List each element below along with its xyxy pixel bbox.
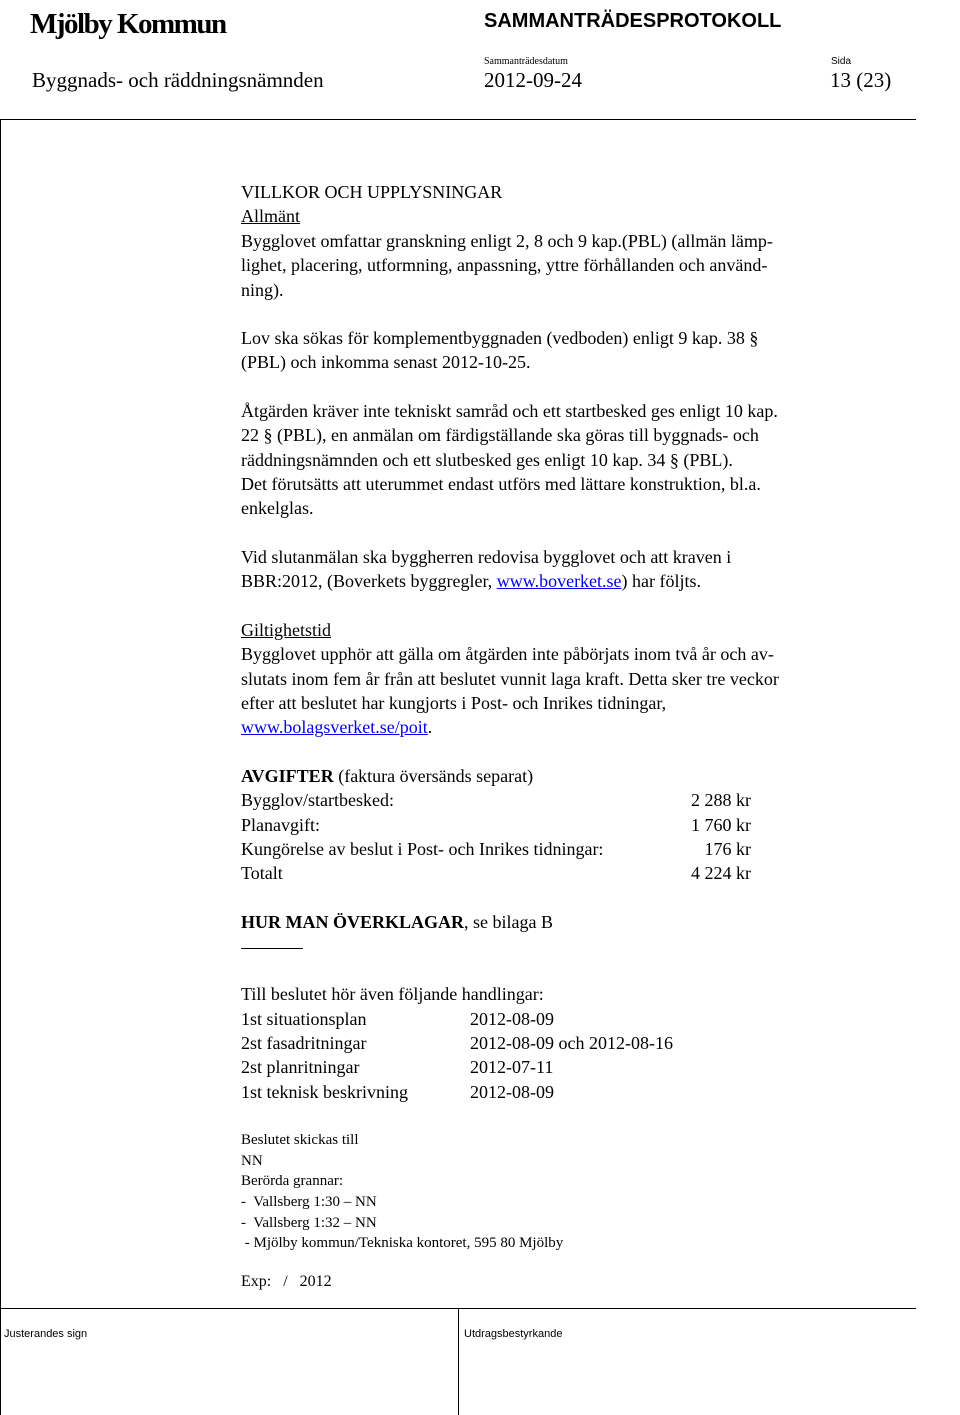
separator-line xyxy=(241,948,303,949)
bolagsverket-link[interactable]: www.bolagsverket.se/poit xyxy=(241,717,428,738)
footer-separator xyxy=(458,1308,459,1415)
fee-row: Planavgift: 1 760 kr xyxy=(241,814,751,835)
shed-permit-line: (PBL) och inkomma senast 2012-10-25. xyxy=(241,352,531,373)
general-subheading: Allmänt xyxy=(241,206,300,227)
document-type: SAMMANTRÄDESPROTOKOLL xyxy=(484,10,782,32)
document-body xyxy=(241,180,921,1292)
page-number: 13 (23) xyxy=(830,68,892,92)
procedure-line: räddningsnämnden och ett slutbesked ges enligt 10 kap. 34 § (PBL). xyxy=(241,449,733,470)
distribution-line: Berörda grannar: xyxy=(241,1173,344,1190)
distribution-line: - Vallsberg 1:32 – NN xyxy=(241,1214,377,1231)
fees-heading: AVGIFTER (faktura översänds separat) xyxy=(241,765,534,786)
document-row: 2st fasadritningar 2012-08-09 och 2012-08-16 xyxy=(241,1032,673,1053)
validity-line: efter att beslutet har kungjorts i Post- och Inrikes tidningar, xyxy=(241,692,667,713)
appeal-heading: HUR MAN ÖVERKLAGAR, se bilaga B xyxy=(241,911,553,932)
committee-name: Byggnads- och räddningsnämnden xyxy=(32,68,324,92)
expedition-line: Exp: / 2012 xyxy=(241,1272,332,1290)
final-notice-line: Vid slutanmälan ska byggherren redovisa bygglovet och att kraven i xyxy=(241,546,732,567)
document-row: 1st situationsplan 2012-08-09 xyxy=(241,1008,554,1029)
procedure-line: Åtgärden kräver inte tekniskt samråd och ett startbesked ges enligt 10 kap. xyxy=(241,400,778,421)
date-label: Sammanträdesdatum xyxy=(484,56,568,67)
meeting-date: 2012-09-24 xyxy=(484,68,582,92)
validity-line: slutats inom fem år från att beslutet vunnit laga kraft. Detta sker tre veckor xyxy=(241,668,779,689)
scope-line: Bygglovet omfattar granskning enligt 2, 8 och 9 kap.(PBL) (allmän lämp- xyxy=(241,230,773,251)
distribution-line: - Vallsberg 1:30 – NN xyxy=(241,1193,377,1210)
conditions-heading: VILLKOR OCH UPPLYSNINGAR xyxy=(241,182,503,202)
procedure-line: 22 § (PBL), en anmälan om färdigställande ska göras till byggnads- och xyxy=(241,425,759,446)
document-row: 1st teknisk beskrivning 2012-08-09 xyxy=(241,1081,554,1102)
distribution-line: - Mjölby kommun/Tekniska kontoret, 595 80 Mjölby xyxy=(241,1235,564,1252)
header-rule xyxy=(0,119,916,120)
scope-line: lighet, placering, utformning, anpassning, yttre förhållanden och använd- xyxy=(241,255,768,276)
documents-heading: Till beslutet hör även följande handlingar: xyxy=(241,984,544,1005)
distribution-list xyxy=(241,1130,921,1292)
organization-name: Mjölby Kommun xyxy=(30,8,226,40)
fee-row: Bygglov/startbesked: 2 288 kr xyxy=(241,790,751,811)
shed-permit-line: Lov ska sökas för komplementbyggnaden (vedboden) enligt 9 kap. 38 § xyxy=(241,328,759,349)
page-label: Sida xyxy=(831,56,852,67)
final-notice-line: BBR:2012, (Boverkets byggregler, www.boverket.se) har följts. xyxy=(241,571,702,592)
justification-signature-label: Justerandes sign xyxy=(4,1328,88,1340)
left-margin-rule xyxy=(0,119,1,1415)
fee-total-row: Totalt 4 224 kr xyxy=(241,863,751,884)
fee-row: Kungörelse av beslut i Post- och Inrikes tidningar: 176 kr xyxy=(241,838,751,859)
document-row: 2st planritningar 2012-07-11 xyxy=(241,1057,554,1078)
distribution-line: Beslutet skickas till xyxy=(241,1132,359,1149)
distribution-line: NN xyxy=(241,1152,263,1169)
validity-line: www.bolagsverket.se/poit. xyxy=(241,717,433,738)
procedure-line: enkelglas. xyxy=(241,498,314,519)
boverket-link[interactable]: www.boverket.se xyxy=(496,571,622,592)
validity-heading: Giltighetstid xyxy=(241,619,331,640)
procedure-line: Det förutsätts att uterummet endast utförs med lättare konstruktion, bl.a. xyxy=(241,474,761,495)
scope-line: ning). xyxy=(241,279,284,300)
extract-certification-label: Utdragsbestyrkande xyxy=(464,1328,563,1340)
validity-line: Bygglovet upphör att gälla om åtgärden inte påbörjats inom två år och av- xyxy=(241,644,774,665)
